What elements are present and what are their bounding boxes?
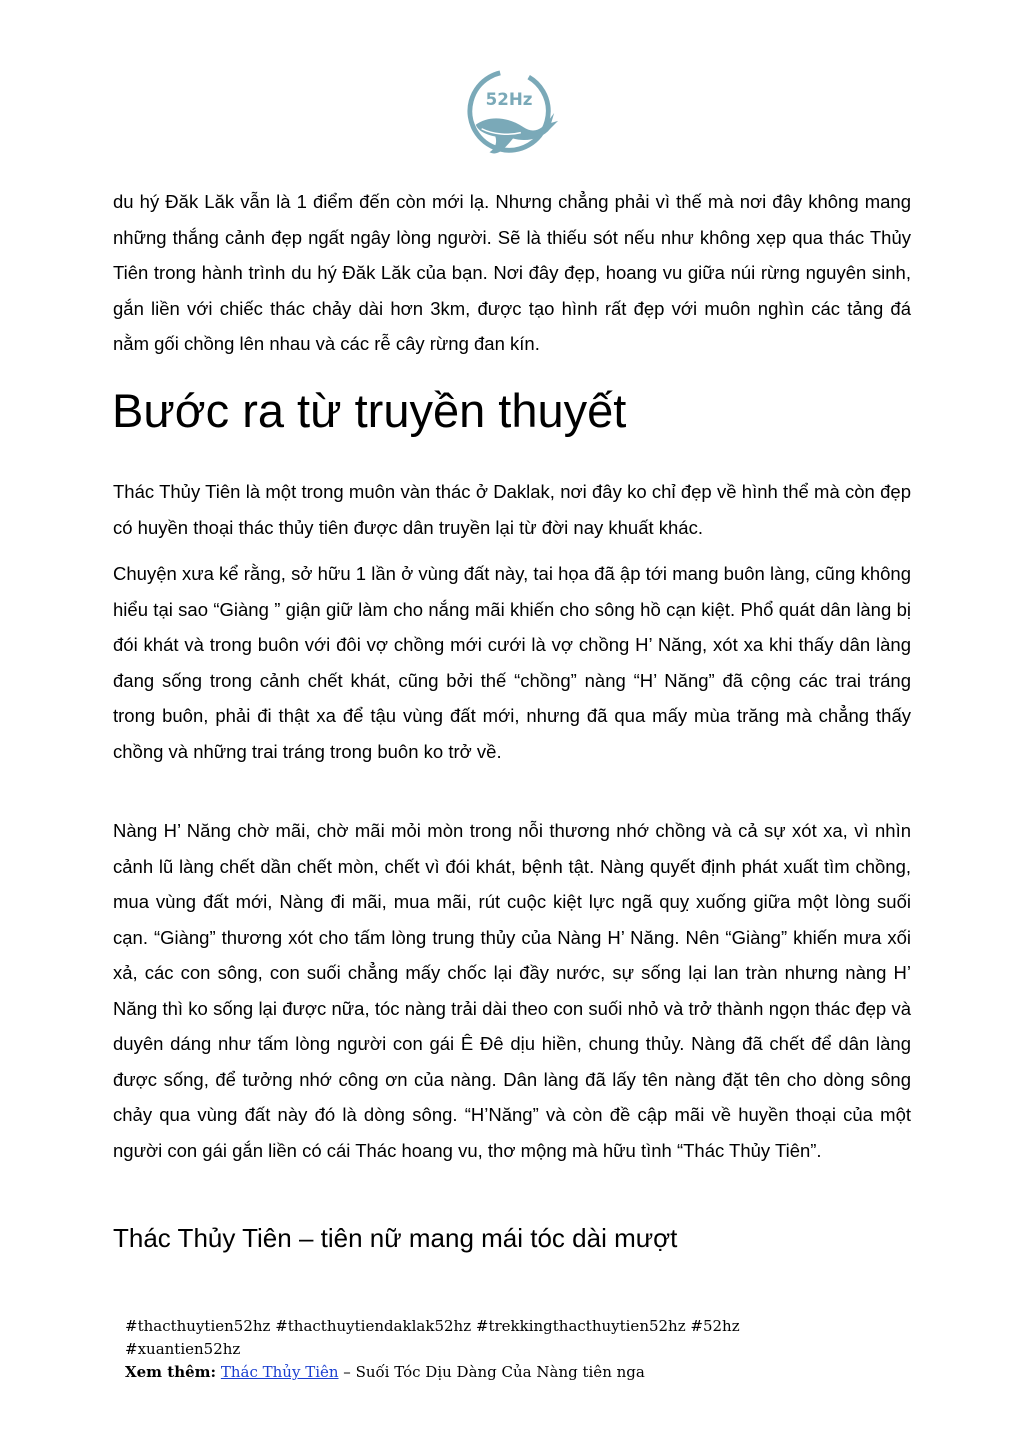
hashtags-line: #xuantien52hz — [125, 1340, 241, 1358]
see-more-line — [125, 1361, 845, 1384]
hashtags-line: #thacthuytien52hz #thacthuytiendaklak52hz #trekkingthacthuytien52hz #52hz — [125, 1317, 740, 1335]
see-more-label: Xem thêm: — [125, 1363, 217, 1381]
paragraph: Nàng H’ Năng chờ mãi, chờ mãi mỏi mòn trong nỗi thương nhớ chồng và cả sự xót xa, vì nhìn cảnh lũ làng chết dần chết mòn, chết vì đói khát, bệnh tật. Nàng quyết định phát xuất tìm chồng, mua vùng đất mới, Nàng đi mãi, mua mãi, rút cuộc kiệt lực ngã quỵ xuống giữa một lòng suối cạn. “Giàng” thương xót cho tấm lòng trung thủy của Nàng H’ Năng. Nên “Giàng” khiến mưa xối xả, các con sông, con suối chẳng mấy chốc lại đầy nước, sự sống lại lan tràn nhưng nàng H’ Năng thì ko sống lại được nữa, tóc nàng trải dài theo con suối nhỏ và trở thành ngọn thác đẹp và duyên dáng như tấm lòng người con gái Ê Đê dịu hiền, chung thủy. Nàng đã chết để dân làng được sống, để tưởng nhớ công ơn của nàng. Dân làng đã lấy tên nàng đặt tên cho dòng sông chảy qua vùng đất này đó là dòng sông. “H’Năng” và còn đề cập mãi về huyền thoại của một người con gái gắn liền có cái Thác hoang vu, thơ mộng mà hữu tình “Thác Thủy Tiên”. — [113, 820, 911, 1161]
see-more-link[interactable]: Thác Thủy Tiên — [220, 1363, 339, 1381]
see-more-suffix: – Suối Tóc Dịu Dàng Của Nàng tiên nga — [338, 1363, 645, 1381]
subsection-heading: Thác Thủy Tiên – tiên nữ mang mái tóc dài mượt — [113, 1223, 678, 1253]
paragraph: Chuyện xưa kể rằng, sở hữu 1 lần ở vùng đất này, tai họa đã ập tới mang buôn làng, cũng không hiểu tại sao “Giàng ” giận giữ làm cho nắng mãi khiến cho sông hồ cạn kiệt. Phổ quát dân làng bị đói khát và trong buôn với đôi vợ chồng mới cưới là vợ chồng H’ Năng, xót xa khi thấy dân làng đang sống trong cảnh chết khát, cũng bởi thế “chồng” nàng “H’ Năng” đã cộng các trai tráng trong buôn, phải đi thật xa để tậu vùng đất mới, nhưng đã qua mấy mùa trăng mà chẳng thấy chồng và những trai tráng trong buôn ko trở về. — [113, 563, 911, 762]
intro-paragraph: du hý Đăk Lăk vẫn là 1 điểm đến còn mới lạ. Nhưng chẳng phải vì thế mà nơi đây không mang những thắng cảnh đẹp ngất ngây lòng người. Sẽ là thiếu sót nếu như không xẹp qua thác Thủy Tiên trong hành trình du hý Đăk Lăk của bạn. Nơi đây đẹp, hoang vu giữa núi rừng nguyên sinh, gắn liền với chiếc thác chảy dài hơn 3km, được tạo hình rất đẹp với muôn nghìn các tảng đá nằm gối chồng lên nhau và các rễ cây rừng đan kín. — [113, 191, 911, 354]
section-heading: Bước ra từ truyền thuyết — [112, 384, 627, 437]
logo-text: 52Hz — [485, 90, 533, 110]
page-footer — [125, 1315, 845, 1384]
whale-logo-icon — [464, 66, 562, 164]
paragraph: Thác Thủy Tiên là một trong muôn vàn thác ở Daklak, nơi đây ko chỉ đẹp về hình thể mà còn đẹp có huyền thoại thác thủy tiên được dân truyền lại từ đời nay khuất khác. — [113, 481, 911, 538]
